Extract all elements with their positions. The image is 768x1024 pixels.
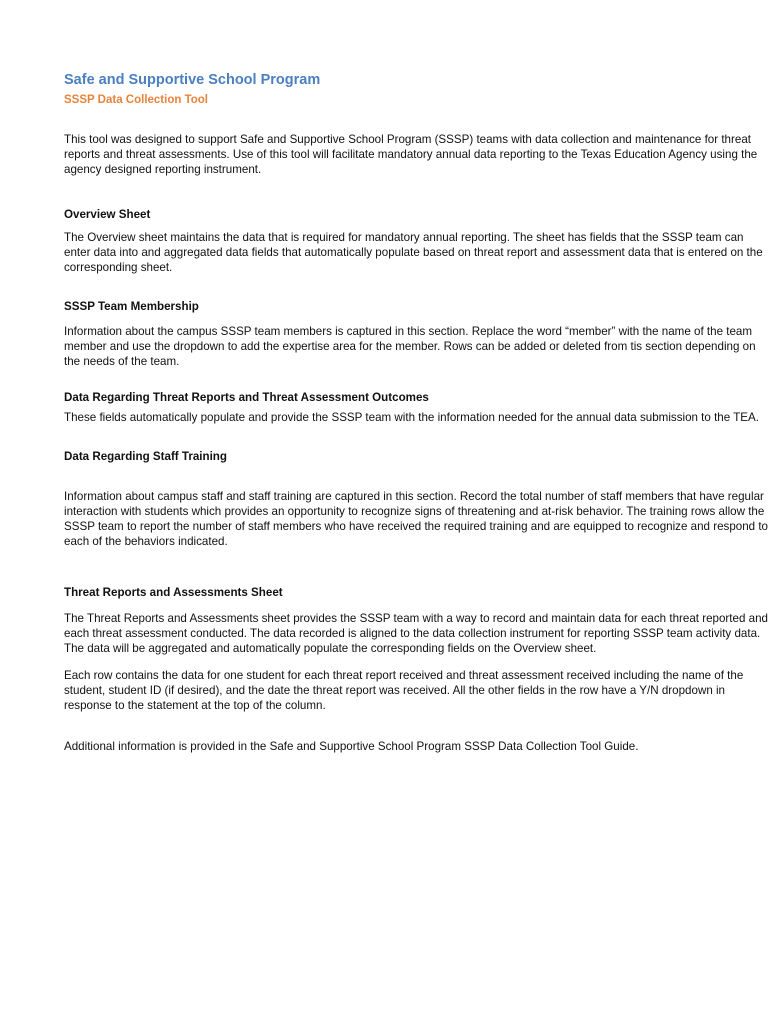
staff-training-heading: Data Regarding Staff Training bbox=[64, 450, 227, 463]
overview-sheet-heading: Overview Sheet bbox=[64, 208, 151, 221]
team-membership-paragraph: Information about the campus SSSP team members is captured in this section. Replace the word “member” with the name of the team member and use the dropdown to add the expertise area for the member. Rows can be added or deleted from tis section depending on the needs of the team. bbox=[64, 325, 756, 368]
threat-outcomes-heading: Data Regarding Threat Reports and Threat Assessment Outcomes bbox=[64, 391, 429, 404]
threat-reports-sheet-paragraph: The Threat Reports and Assessments sheet provides the SSSP team with a way to record and maintain data for each threat reported and each threat assessment conducted. The data recorded is aligned to the data collection instrument for reporting SSSP team activity data. The data will be aggregated and automatically populate the corresponding fields on the Overview sheet. bbox=[64, 612, 768, 655]
document-subtitle: SSSP Data Collection Tool bbox=[64, 94, 208, 106]
threat-reports-rows-paragraph: Each row contains the data for one student for each threat report received and threat assessment received including the name of the student, student ID (if desired), and the date the threat report was received. All the other fields in the row have a Y/N dropdown in response to the statement at the top of the column. bbox=[64, 669, 744, 712]
intro-paragraph: This tool was designed to support Safe and Supportive School Program (SSSP) teams with data collection and maintenance for threat reports and threat assessments. Use of this tool will facilitate mandatory annual data reporting to the Texas Education Agency using the agency designed reporting instrument. bbox=[64, 133, 758, 176]
staff-training-paragraph: Information about campus staff and staff training are captured in this section. Record the total number of staff members that have regular interaction with students which provides an opportunity to recognize signs of threatening and at-risk behavior. The training rows allow the SSSP team to report the number of staff members who have received the required training and are equipped to recognize and respond to each of the behaviors indicated. bbox=[64, 490, 768, 548]
document-title: Safe and Supportive School Program bbox=[64, 72, 321, 88]
team-membership-heading: SSSP Team Membership bbox=[64, 300, 199, 313]
threat-outcomes-paragraph: These fields automatically populate and provide the SSSP team with the information needed for the annual data submission to the TEA. bbox=[64, 411, 759, 424]
document-body bbox=[64, 70, 768, 754]
threat-reports-sheet-heading: Threat Reports and Assessments Sheet bbox=[64, 586, 283, 599]
additional-info-paragraph: Additional information is provided in the Safe and Supportive School Program SSSP Data Collection Tool Guide. bbox=[64, 740, 639, 753]
overview-sheet-paragraph: The Overview sheet maintains the data that is required for mandatory annual reporting. The sheet has fields that the SSSP team can enter data into and aggregated data fields that automatically populate based on threat report and assessment data that is entered on the corresponding sheet. bbox=[64, 231, 763, 274]
